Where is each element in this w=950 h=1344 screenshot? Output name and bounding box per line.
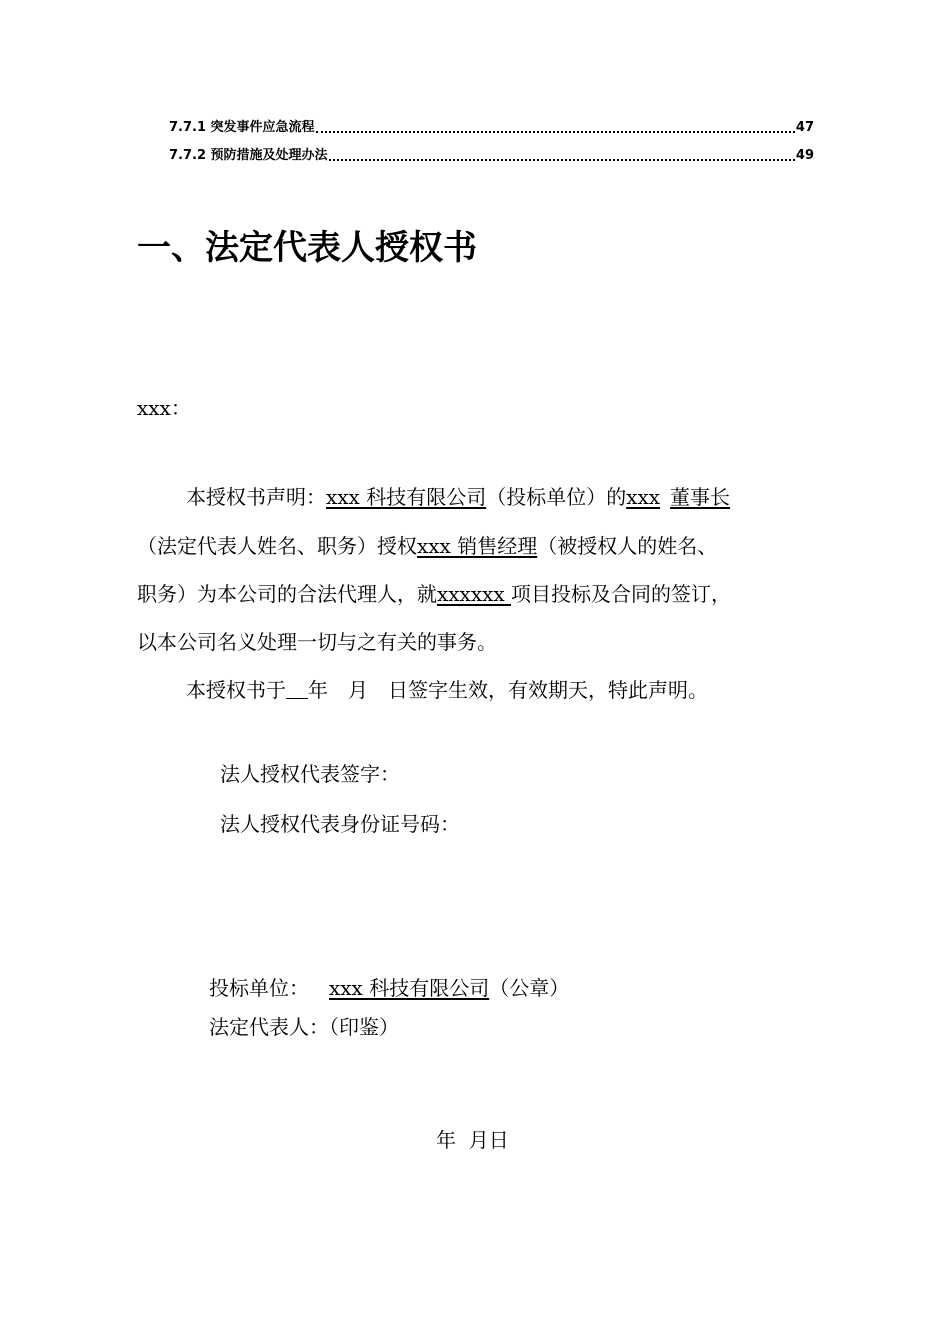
- toc-leader-dots: [316, 131, 795, 133]
- validity-line: [186, 676, 708, 704]
- month-label: 月: [348, 678, 368, 702]
- body-text: 本授权书于: [186, 678, 286, 702]
- legal-rep-name-text: xxx: [626, 485, 661, 509]
- legal-rep-name: [626, 485, 730, 509]
- toc-entry-7-7-1[interactable]: [169, 116, 814, 136]
- toc-entry-title: 7.7.2 预防措施及处理办法: [169, 148, 328, 163]
- body-line-1: [186, 483, 730, 511]
- year-blank[interactable]: [286, 678, 308, 699]
- addressee: xxx：: [137, 396, 191, 420]
- signature-label: 法人授权代表签字：: [220, 762, 400, 786]
- seal-label: （公章）: [489, 976, 570, 1000]
- body-text: 项目投标及合同的签订，: [511, 582, 732, 606]
- toc-entry-page: 49: [795, 148, 814, 163]
- body-text: （被授权人的姓名、: [537, 534, 718, 558]
- body-text: 本授权书声明：: [186, 485, 326, 509]
- legal-rep-line: 法定代表人：（印鉴）: [209, 1015, 399, 1039]
- legal-rep-title: 董事长: [670, 485, 731, 509]
- body-text: （法定代表人姓名、职务）授权: [137, 534, 417, 558]
- body-line-2: [137, 532, 717, 560]
- date-line: 年 月日: [436, 1128, 509, 1152]
- bidder-label: 投标单位：: [209, 976, 309, 1000]
- bidder-company: xxx 科技有限公司: [329, 976, 490, 1000]
- toc-entry-title: 7.7.1 突发事件应急流程: [169, 120, 315, 135]
- toc-entry-7-7-2[interactable]: [169, 144, 814, 164]
- year-label: 年: [308, 678, 328, 702]
- body-text: （投标单位）的: [486, 485, 627, 509]
- id-number-label: 法人授权代表身份证号码：: [220, 812, 460, 836]
- project-name: xxxxxx: [437, 582, 512, 606]
- agent-name: xxx 销售经理: [417, 534, 538, 558]
- body-line-3: [137, 580, 731, 608]
- body-text: 日签字生效，有效期天，特此声明。: [388, 678, 708, 702]
- toc-leader-dots: [329, 159, 795, 161]
- bidder-line: [209, 974, 569, 1002]
- toc-entry-page: 47: [795, 120, 814, 135]
- body-text: 职务）为本公司的合法代理人，就: [137, 582, 437, 606]
- body-line-4: 以本公司名义处理一切与之有关的事务。: [137, 630, 497, 654]
- company-name: xxx 科技有限公司: [326, 485, 487, 509]
- section-heading: 一、法定代表人授权书: [137, 228, 477, 268]
